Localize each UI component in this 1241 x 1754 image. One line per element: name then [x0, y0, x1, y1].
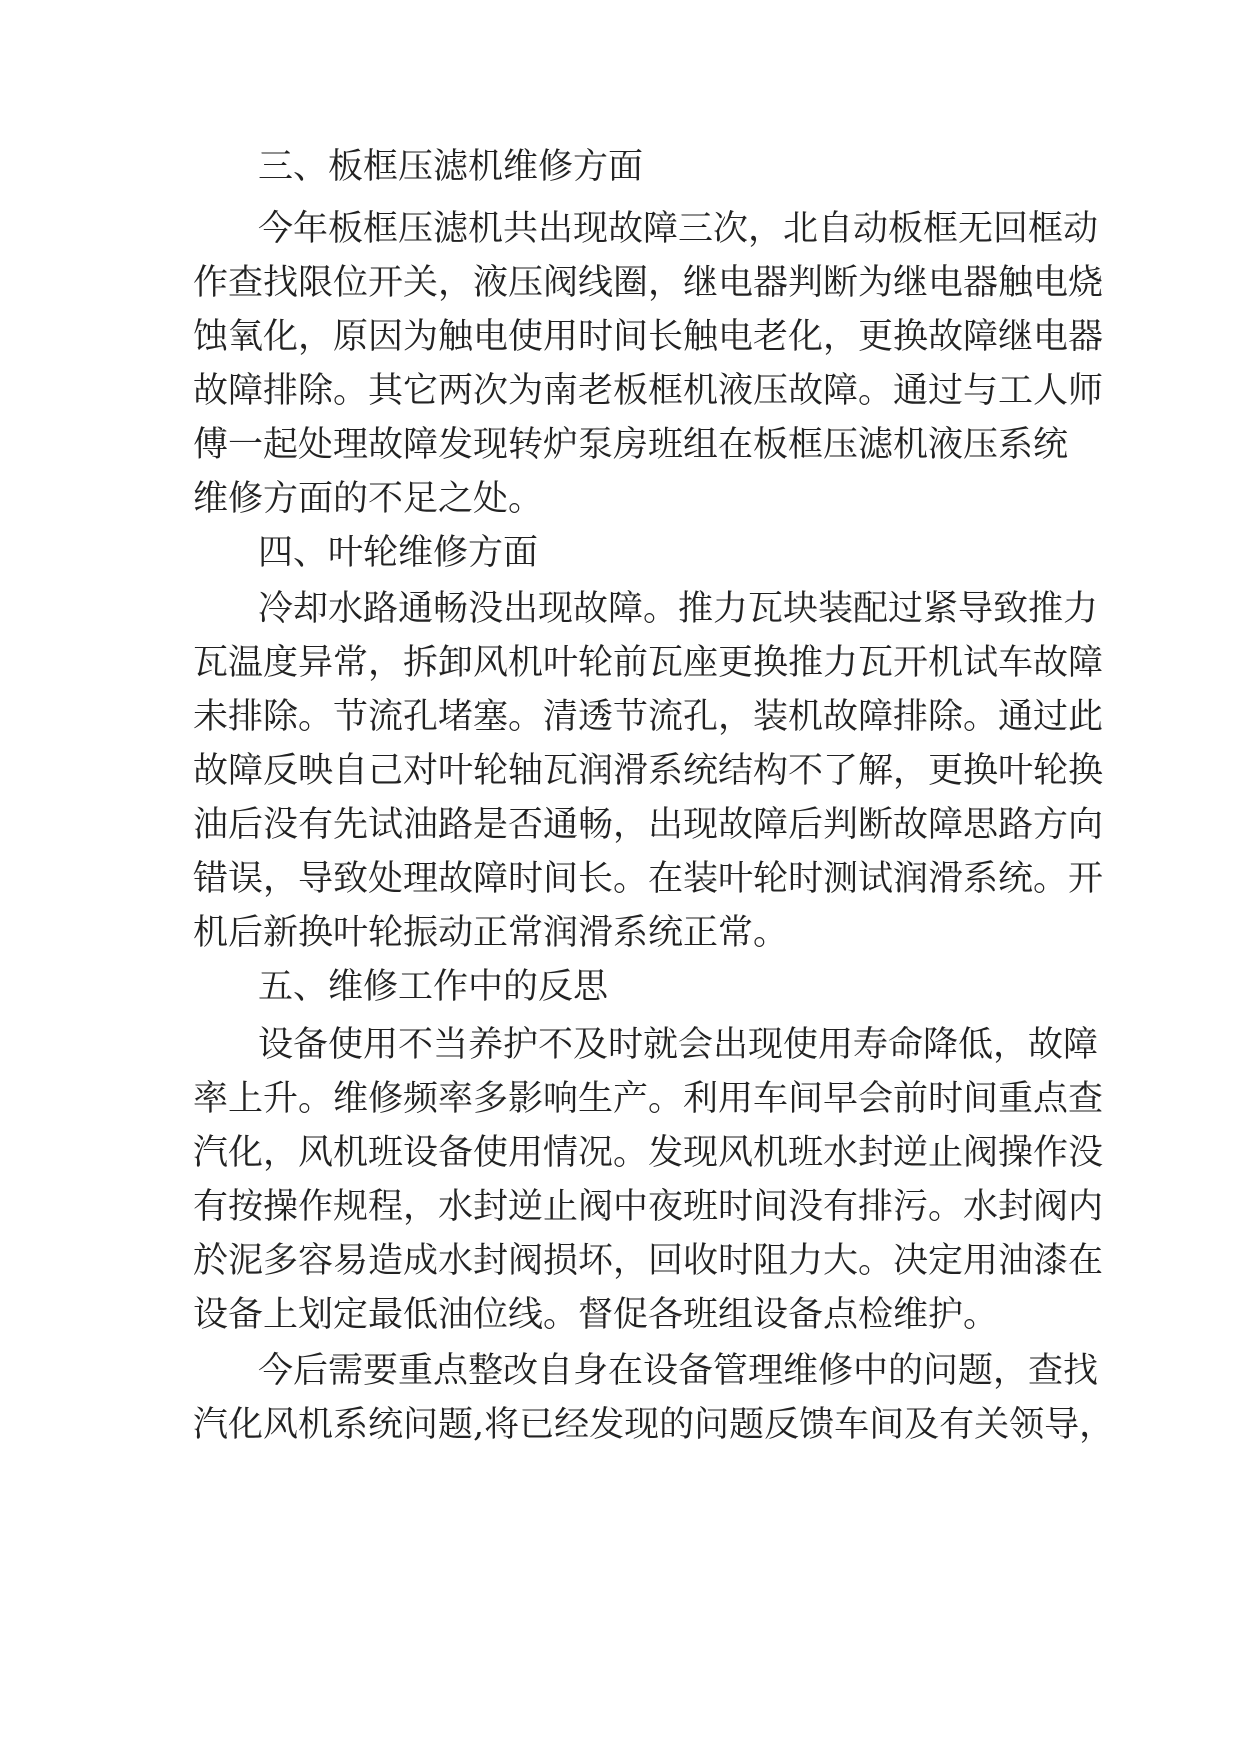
paragraph-line: 率上升。维修频率多影响生产。利用车间早会前时间重点查: [193, 1079, 1104, 1119]
paragraph-line: 瓦温度异常，拆卸风机叶轮前瓦座更换推力瓦开机试车故障: [193, 643, 1104, 683]
paragraph-line: 作查找限位开关，液压阀线圈，继电器判断为继电器触电烧: [193, 263, 1104, 303]
paragraph-line: 故障排除。其它两次为南老板框机液压故障。通过与工人师: [193, 371, 1104, 411]
paragraph-line: 机后新换叶轮振动正常润滑系统正常。: [193, 913, 789, 953]
paragraph-line: 汽化风机系统问题,将已经发现的问题反馈车间及有关领导，: [193, 1405, 1115, 1445]
paragraph-line: 设备使用不当养护不及时就会出现使用寿命降低，故障: [258, 1025, 1099, 1065]
paragraph-line: 设备上划定最低油位线。督促各班组设备点检维护。: [193, 1295, 999, 1335]
paragraph-line: 於泥多容易造成水封阀损坏，回收时阻力大。决定用油漆在: [193, 1241, 1104, 1281]
paragraph-line: 蚀氧化，原因为触电使用时间长触电老化，更换故障继电器: [193, 317, 1104, 357]
paragraph-line: 油后没有先试油路是否通畅，出现故障后判断故障思路方向: [193, 805, 1104, 845]
paragraph-line: 故障反映自己对叶轮轴瓦润滑系统结构不了解，更换叶轮换: [193, 751, 1104, 791]
paragraph-line: 今后需要重点整改自身在设备管理维修中的问题，查找: [258, 1351, 1099, 1391]
paragraph-line: 汽化，风机班设备使用情况。发现风机班水封逆止阀操作没: [193, 1133, 1104, 1173]
paragraph-line: 未排除。节流孔堵塞。清透节流孔，装机故障排除。通过此: [193, 697, 1104, 737]
paragraph-line: 傅一起处理故障发现转炉泵房班组在板框压滤机液压系统: [193, 425, 1069, 465]
section-heading-4: 四、叶轮维修方面: [258, 533, 539, 573]
section-heading-5: 五、维修工作中的反思: [258, 967, 609, 1007]
paragraph-line: 维修方面的不足之处。: [193, 479, 544, 519]
paragraph-line: 今年板框压滤机共出现故障三次，北自动板框无回框动: [258, 209, 1099, 249]
paragraph-line: 错误，导致处理故障时间长。在装叶轮时测试润滑系统。开: [193, 859, 1104, 899]
section-heading-3: 三、板框压滤机维修方面: [258, 147, 644, 187]
paragraph-line: 有按操作规程，水封逆止阀中夜班时间没有排污。水封阀内: [193, 1187, 1104, 1227]
paragraph-line: 冷却水路通畅没出现故障。推力瓦块装配过紧导致推力: [258, 589, 1099, 629]
